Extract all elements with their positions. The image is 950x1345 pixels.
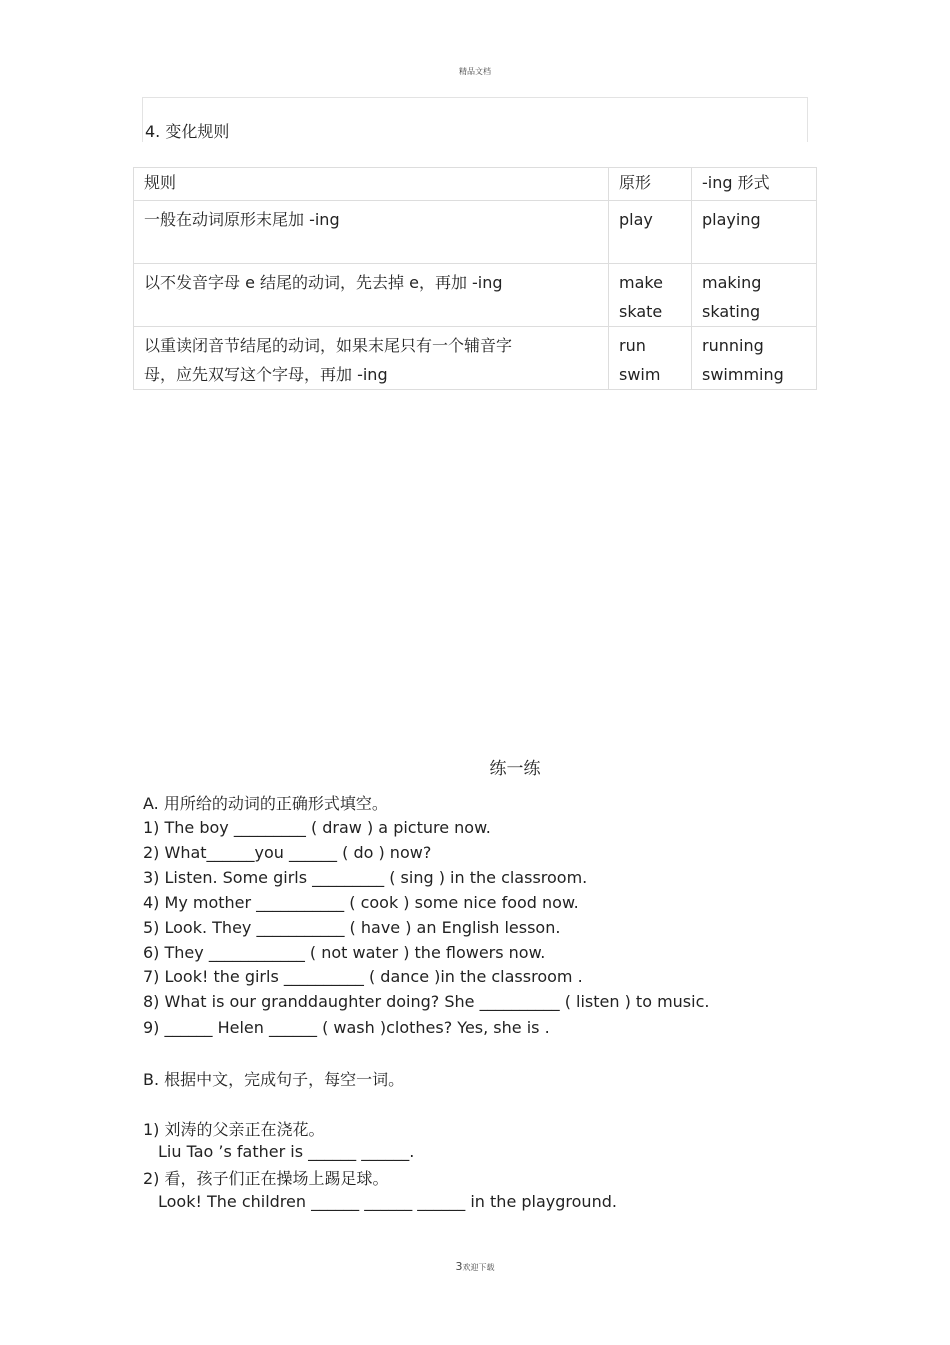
exercise-item: 6) They ____________ ( not water ) the flowers now. bbox=[143, 943, 546, 962]
exercise-item: 1) The boy _________ ( draw ) a picture now. bbox=[143, 818, 491, 837]
header-base: 原形 bbox=[609, 168, 692, 201]
page-footer bbox=[0, 1260, 950, 1273]
page-header: 精品文档 bbox=[459, 67, 491, 76]
table-row bbox=[134, 264, 817, 327]
exercise-item: 9) ______ Helen ______ ( wash )clothes? Yes, she is . bbox=[143, 1018, 550, 1037]
part-b-heading: B. 根据中文，完成句子，每空一词。 bbox=[143, 1070, 405, 1089]
base-word: skate bbox=[619, 302, 663, 321]
rule-line: 母，应先双写这个字母，再加 -ing bbox=[144, 365, 388, 384]
exercise-item: 4) My mother ___________ ( cook ) some nice food now. bbox=[143, 893, 579, 912]
translation-item-cn: 2) 看，孩子们正在操场上踢足球。 bbox=[143, 1169, 389, 1188]
base-word: swim bbox=[619, 365, 661, 384]
exercise-item: 2) What______you ______ ( do ) now? bbox=[143, 843, 432, 862]
translation-item-en: Look! The children ______ ______ ______ in the playground. bbox=[158, 1192, 617, 1211]
exercise-item: 5) Look. They ___________ ( have ) an English lesson. bbox=[143, 918, 561, 937]
ing-cell: playing bbox=[692, 201, 817, 264]
base-cell bbox=[609, 327, 692, 390]
section-title: 4. 变化规则 bbox=[145, 122, 230, 141]
rule-cell: 以不发音字母 e 结尾的动词，先去掉 e，再加 -ing bbox=[134, 264, 609, 327]
ing-word: running bbox=[702, 336, 764, 355]
ing-word: swimming bbox=[702, 365, 784, 384]
translation-item-en: Liu Tao ’s father is ______ ______. bbox=[158, 1142, 415, 1161]
ing-rules-table bbox=[133, 167, 817, 390]
exercise-item: 8) What is our granddaughter doing? She __________ ( listen ) to music. bbox=[143, 992, 710, 1011]
rule-cell: 一般在动词原形末尾加 -ing bbox=[134, 201, 609, 264]
ing-word: making bbox=[702, 273, 762, 292]
footer-text: 欢迎下载 bbox=[462, 1263, 495, 1272]
exercise-item: 7) Look! the girls __________ ( dance )in the classroom . bbox=[143, 967, 583, 986]
ing-cell bbox=[692, 264, 817, 327]
header-ing: -ing 形式 bbox=[692, 168, 817, 201]
base-word: make bbox=[619, 273, 663, 292]
practice-title: 练一练 bbox=[489, 759, 541, 779]
header-rule: 规则 bbox=[134, 168, 609, 201]
section-title-box bbox=[142, 97, 808, 142]
translation-item-cn: 1) 刘涛的父亲正在浇花。 bbox=[143, 1120, 325, 1139]
rule-line: 以重读闭音节结尾的动词，如果末尾只有一个辅音字 bbox=[144, 336, 513, 355]
table-row bbox=[134, 327, 817, 390]
table-header-row bbox=[134, 168, 817, 201]
table-row bbox=[134, 201, 817, 264]
part-a-heading: A. 用所给的动词的正确形式填空。 bbox=[143, 794, 388, 813]
base-cell bbox=[609, 264, 692, 327]
exercise-item: 3) Listen. Some girls _________ ( sing ) in the classroom. bbox=[143, 868, 588, 887]
ing-cell bbox=[692, 327, 817, 390]
base-word: run bbox=[619, 336, 646, 355]
base-cell: play bbox=[609, 201, 692, 264]
ing-word: skating bbox=[702, 302, 761, 321]
page-number: 3 bbox=[455, 1260, 463, 1273]
rule-cell bbox=[134, 327, 609, 390]
